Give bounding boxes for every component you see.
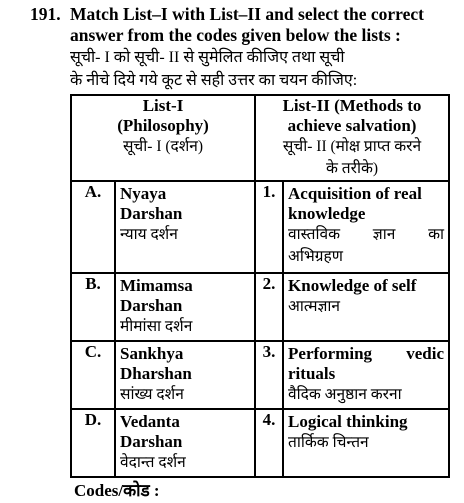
list2-title: List-II (Methods to	[282, 96, 422, 115]
list2-item-en: Acquisition of real	[288, 184, 422, 203]
question-english-line-2: answer from the codes given below the lists :	[70, 25, 401, 45]
list2-item	[283, 181, 449, 273]
codes-label: Codes/कोड :	[74, 481, 160, 500]
list2-item	[283, 409, 449, 477]
list1-item-hi: मीमांसा दर्शन	[120, 318, 193, 335]
table-row	[71, 409, 449, 477]
list2-item-en: Performing vedic	[288, 344, 445, 363]
list1-item-en: Darshan	[120, 204, 183, 223]
row-number: 4.	[255, 409, 283, 477]
table-row	[71, 273, 449, 341]
list1-item-en: Vedanta	[120, 412, 180, 431]
row-number: 1.	[255, 181, 283, 273]
table-header-row	[71, 95, 449, 181]
question-hindi-line-1: सूची- I को सूची- II से सुमेलित कीजिए तथा सूची	[70, 49, 345, 66]
list1-item	[115, 409, 255, 477]
list1-title: List-I	[142, 96, 184, 115]
list2-item	[283, 273, 449, 341]
list2-item-hi: तार्किक चिन्तन	[288, 434, 369, 451]
table-row	[71, 181, 449, 273]
list1-item-en: Mimamsa	[120, 276, 193, 295]
list1-item-hi: वेदान्त दर्शन	[120, 454, 186, 471]
list1-item	[115, 181, 255, 273]
list2-item	[283, 341, 449, 409]
list1-item-hi: न्याय दर्शन	[120, 226, 178, 243]
list1-item-en: Nyaya	[120, 184, 167, 203]
list2-hindi-2: के तरीके)	[325, 160, 379, 177]
list1-subtitle: (Philosophy)	[117, 116, 209, 135]
list2-hindi-1: सूची- II (मोक्ष प्राप्त करने	[282, 138, 422, 155]
question-english-line-1: Match List–I with List–II and select the correct	[70, 4, 424, 24]
list2-subtitle: achieve salvation)	[287, 116, 417, 135]
list2-item-hi: वास्तविक ज्ञान का	[288, 226, 445, 243]
list1-item-en: Darshan	[120, 432, 183, 451]
list2-item-hi: अभिग्रहण	[288, 248, 343, 265]
list2-item-hi: वैदिक अनुष्ठान करना	[288, 386, 402, 403]
row-number: 3.	[255, 341, 283, 409]
list1-header	[71, 95, 255, 181]
list1-item-en: Sankhya	[120, 344, 184, 363]
table-row	[71, 341, 449, 409]
list1-hindi: सूची- I (दर्शन)	[122, 138, 204, 155]
row-number: 2.	[255, 273, 283, 341]
list2-item-en: Logical thinking	[288, 412, 408, 431]
list2-header	[255, 95, 449, 181]
question-header	[30, 4, 450, 92]
list2-item-en: knowledge	[288, 204, 366, 223]
row-letter: B.	[71, 273, 115, 341]
list2-item-hi: आत्मज्ञान	[288, 298, 341, 315]
list1-item-en: Darshan	[120, 296, 183, 315]
match-table	[70, 94, 450, 478]
list1-item	[115, 273, 255, 341]
question-hindi-line-2: के नीचे दिये गये कूट से सही उत्तर का चयन कीजिए:	[70, 72, 358, 89]
row-letter: D.	[71, 409, 115, 477]
row-letter: C.	[71, 341, 115, 409]
list2-item-en: rituals	[288, 364, 336, 383]
row-letter: A.	[71, 181, 115, 273]
list1-item-hi: सांख्य दर्शन	[120, 386, 184, 403]
list1-item-en: Dharshan	[120, 364, 192, 383]
list2-item-en: Knowledge of self	[288, 276, 417, 295]
question-number: 191.	[30, 4, 61, 24]
list1-item	[115, 341, 255, 409]
question-line-1	[30, 4, 450, 25]
